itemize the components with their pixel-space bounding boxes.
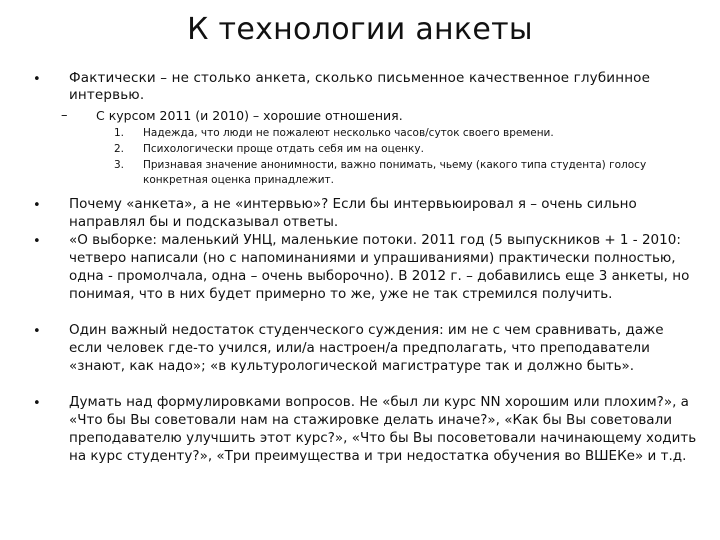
bullet-item-1: Фактически – не столько анкета, сколько письменное качественное глубинное интервью.: [69, 70, 651, 103]
numbered-marker-1: 1.: [114, 127, 125, 139]
slide-title: К технологии анкеты: [187, 12, 533, 47]
bullet-item-3: «О выборке: маленький УНЦ, маленькие потоки. 2011 год (5 выпускников + 1 - 2010: четверо написали (но с напоминаниями и упрашиваниями) практически полностью, одна - промолчала, одна – очень выборочно). В 2012 г. – добавились еще 3 анкеты, но понимая, что в них будет примерно то же, уже не так стремился получить.: [69, 232, 690, 302]
bullet-marker: •: [33, 324, 41, 339]
bullet-marker: •: [33, 396, 41, 411]
bullet-item-2: Почему «анкета», а не «интервью»? Если бы интервьюировал я – очень сильно направлял бы и подсказывал ответы.: [69, 196, 637, 230]
bullet-marker: •: [33, 234, 41, 249]
numbered-item-1: Надежда, что люди не пожалеют несколько часов/суток своего времени.: [143, 127, 554, 139]
numbered-marker-3: 3.: [114, 159, 125, 171]
bullet-item-4: Один важный недостаток студенческого суждения: им не с чем сравнивать, даже если человек где-то учился, или/а настроен/а предполагать, что преподаватели «знают, как надо»; «в культурологической магистратуре так и должно быть».: [69, 322, 664, 374]
sub-item: С курсом 2011 (и 2010) – хорошие отношения.: [96, 108, 403, 123]
bullet-item-5: Думать над формулировками вопросов. Не «был ли курс NN хорошим или плохим?», а «Что бы Вы советовали нам на стажировке делать иначе?», «Как бы Вы советовали преподавателю улучшить этот курс?», «Что бы Вы посоветовали начинающему ходить на курс студенту?», «Три преимущества и три недостатка обучения во ВШЕКе» и т.д.: [69, 394, 697, 464]
numbered-item-3: Признавая значение анонимности, важно понимать, чьему (какого типа студента) голосу конкретная оценка принадлежит.: [143, 159, 647, 186]
numbered-marker-2: 2.: [114, 143, 125, 155]
numbered-item-2: Психологически проще отдать себя им на оценку.: [143, 143, 424, 155]
bullet-marker: •: [33, 198, 41, 213]
bullet-marker: •: [33, 72, 41, 87]
sub-bullet-marker: –: [61, 108, 68, 123]
